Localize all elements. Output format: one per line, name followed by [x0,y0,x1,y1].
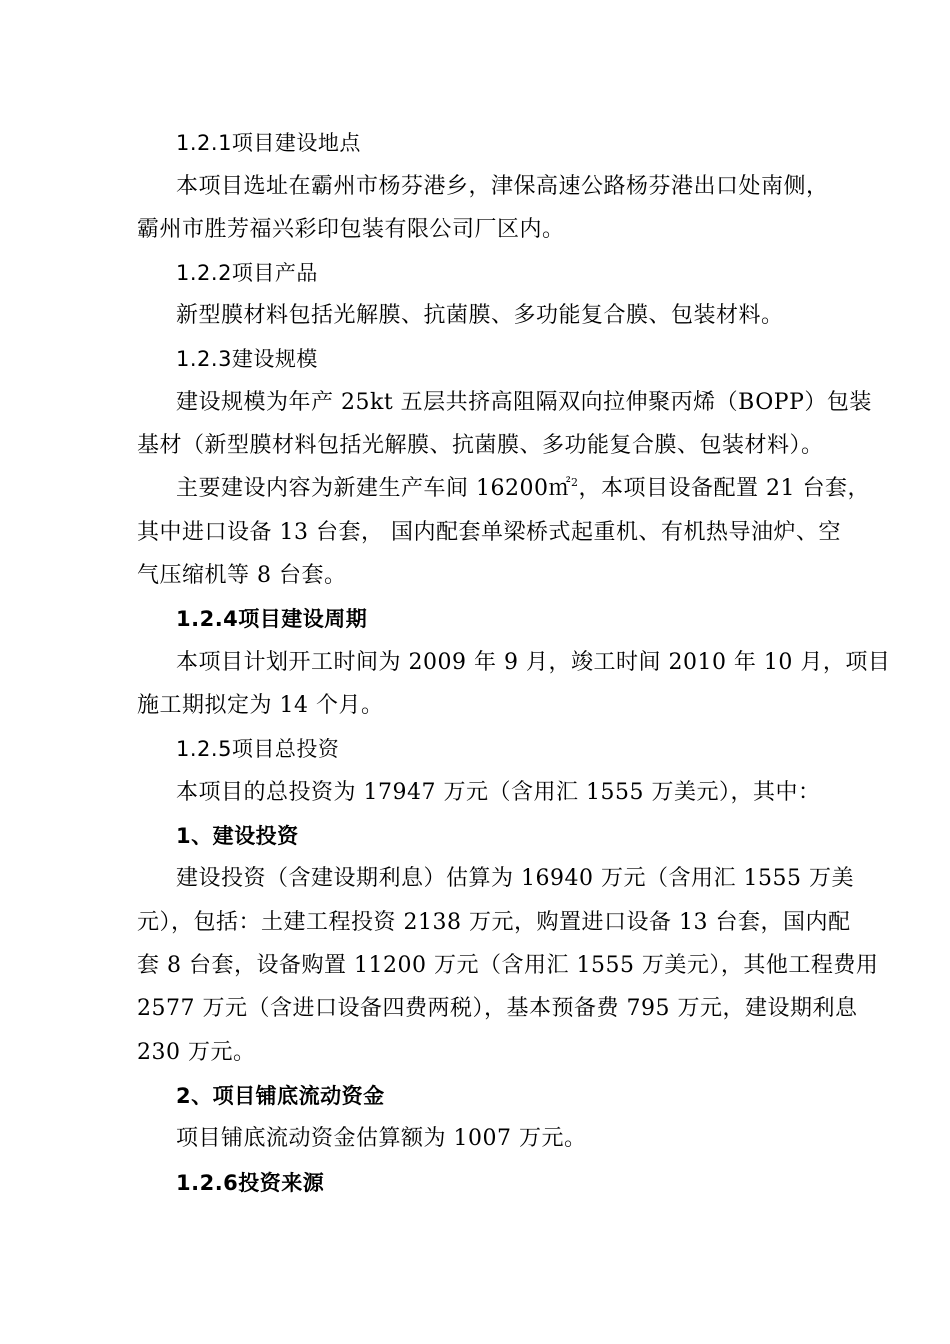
subheading-construction-investment: 1、建设投资 [176,824,299,848]
paragraph-line: 本项目的总投资为 17947 万元（含用汇 1555 万美元），其中： [176,780,821,805]
paragraph-line: 230 万元。 [137,1040,256,1065]
paragraph-line: 新型膜材料包括光解膜、抗菌膜、多功能复合膜、包装材料。 [176,303,784,328]
section-heading-1-2-4: 1.2.4项目建设周期 [176,607,368,631]
paragraph-text: 主要建设内容为新建生产车间 16200㎡ [176,476,571,501]
paragraph-line: 施工期拟定为 14 个月。 [137,693,384,718]
section-heading-1-2-1: 1.2.1项目建设地点 [176,131,361,155]
paragraph-line: 霸州市胜芳福兴彩印包装有限公司厂区内。 [137,217,565,242]
paragraph-line: 项目铺底流动资金估算额为 1007 万元。 [176,1126,587,1151]
section-heading-1-2-3: 1.2.3建设规模 [176,347,318,371]
paragraph-text: ，本项目设备配置 21 台套， [578,476,870,501]
paragraph-line: 本项目计划开工时间为 2009 年 9 月，竣工时间 2010 年 10 月，项目 [176,650,891,675]
paragraph-line: 其中进口设备 13 台套， 国内配套单梁桥式起重机、有机热导油炉、空 [137,520,841,545]
section-heading-1-2-6: 1.2.6投资来源 [176,1171,325,1195]
superscript: 2 [570,476,579,489]
paragraph-line [0,474,950,504]
paragraph-line: 气压缩机等 8 台套。 [137,563,347,588]
paragraph-line: 本项目选址在霸州市杨芬港乡，津保高速公路杨芬港出口处南侧， [176,174,829,199]
paragraph-line: 建设规模为年产 25kt 五层共挤高阻隔双向拉伸聚丙烯（BOPP）包装 [176,390,872,415]
paragraph-line: 基材（新型膜材料包括光解膜、抗菌膜、多功能复合膜、包装材料）。 [137,433,824,458]
paragraph-line: 2577 万元（含进口设备四费两税），基本预备费 795 万元，建设期利息 [137,996,858,1021]
section-heading-1-2-2: 1.2.2项目产品 [176,261,318,285]
section-heading-1-2-5: 1.2.5项目总投资 [176,737,340,761]
paragraph-line: 元），包括：土建工程投资 2138 万元，购置进口设备 13 台套，国内配 [137,910,851,935]
subheading-working-capital: 2、项目铺底流动资金 [176,1084,385,1108]
paragraph-line: 套 8 台套，设备购置 11200 万元（含用汇 1555 万美元），其他工程费用 [137,953,879,978]
paragraph-line: 建设投资（含建设期利息）估算为 16940 万元（含用汇 1555 万美 [176,866,854,891]
